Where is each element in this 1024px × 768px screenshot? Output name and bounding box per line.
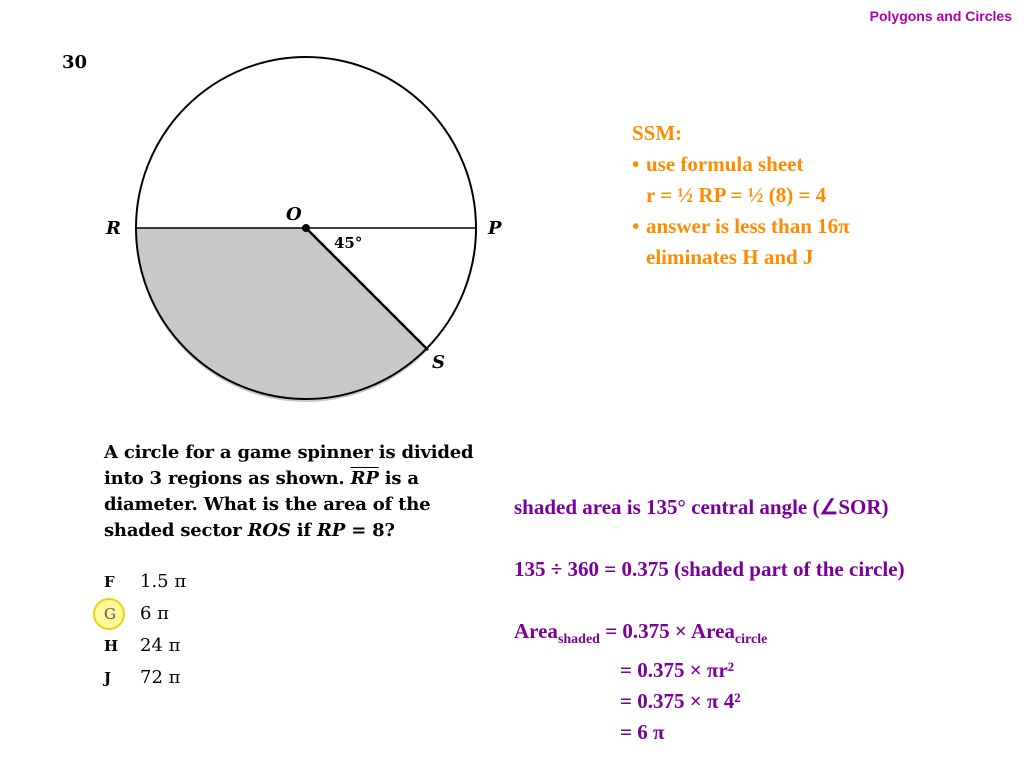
choice-f[interactable] bbox=[104, 566, 186, 598]
label-r: R bbox=[106, 218, 121, 239]
solution-line-4: = 0.375 × πr² bbox=[620, 658, 735, 683]
ssm-bullet-2: • answer is less than 16π bbox=[632, 211, 850, 242]
choice-g[interactable] bbox=[104, 598, 186, 630]
page-title: Polygons and Circles bbox=[869, 8, 1012, 24]
ssm-bullet-2-cont: eliminates H and J bbox=[646, 245, 814, 269]
question-line-3: diameter. What is the area of the bbox=[104, 494, 431, 515]
choice-value: 1.5 π bbox=[140, 571, 187, 592]
choice-j[interactable] bbox=[104, 662, 186, 694]
solution-line-6: = 6 π bbox=[620, 720, 665, 745]
ssm-notes bbox=[632, 118, 850, 273]
choice-letter: J bbox=[104, 669, 112, 687]
choice-letter: H bbox=[104, 637, 119, 655]
segment-rp: $\overline{RP}$ bbox=[350, 468, 379, 489]
question-line-4: shaded sector ROS if RP = 8? bbox=[104, 520, 395, 541]
ssm-bullet-1: • use formula sheet bbox=[632, 149, 850, 180]
question-line-2: into 3 regions as shown. $\overline{RP}$ is a bbox=[104, 468, 419, 489]
label-o: O bbox=[286, 204, 302, 225]
choice-letter: G bbox=[104, 605, 116, 623]
solution-line-2: 135 ÷ 360 = 0.375 (shaded part of the circle) bbox=[514, 557, 905, 581]
shaded-sector bbox=[136, 228, 428, 402]
question-line-1: A circle for a game spinner is divided bbox=[104, 442, 474, 463]
choice-value: 72 π bbox=[140, 667, 181, 688]
solution-line-5: = 0.375 × π 4² bbox=[620, 689, 741, 714]
choice-value: 6 π bbox=[140, 603, 170, 624]
ssm-heading: SSM: bbox=[632, 121, 683, 145]
solution-work bbox=[514, 492, 905, 748]
answer-choices bbox=[104, 566, 186, 694]
bullet-icon: • bbox=[632, 214, 640, 238]
center-point bbox=[302, 224, 310, 232]
ssm-bullet-1-cont: r = ½ RP = ½ (8) = 4 bbox=[646, 183, 827, 207]
label-s: S bbox=[432, 352, 445, 373]
choice-value: 24 π bbox=[140, 635, 181, 656]
question-text bbox=[104, 440, 544, 544]
choice-h[interactable] bbox=[104, 630, 186, 662]
angle-label: 45° bbox=[334, 234, 363, 252]
solution-line-3: Area$_{shaded}$ = 0.375 × Area$_{circle}$ bbox=[514, 619, 768, 648]
solution-line-1: shaded area is 135° central angle (∠SOR) bbox=[514, 495, 889, 519]
label-p: P bbox=[488, 218, 502, 239]
circle-diagram bbox=[0, 0, 560, 420]
choice-letter: F bbox=[104, 573, 115, 591]
sector-name: ROS bbox=[247, 520, 291, 541]
problem-number: 30 bbox=[62, 52, 88, 73]
bullet-icon: • bbox=[632, 152, 640, 176]
